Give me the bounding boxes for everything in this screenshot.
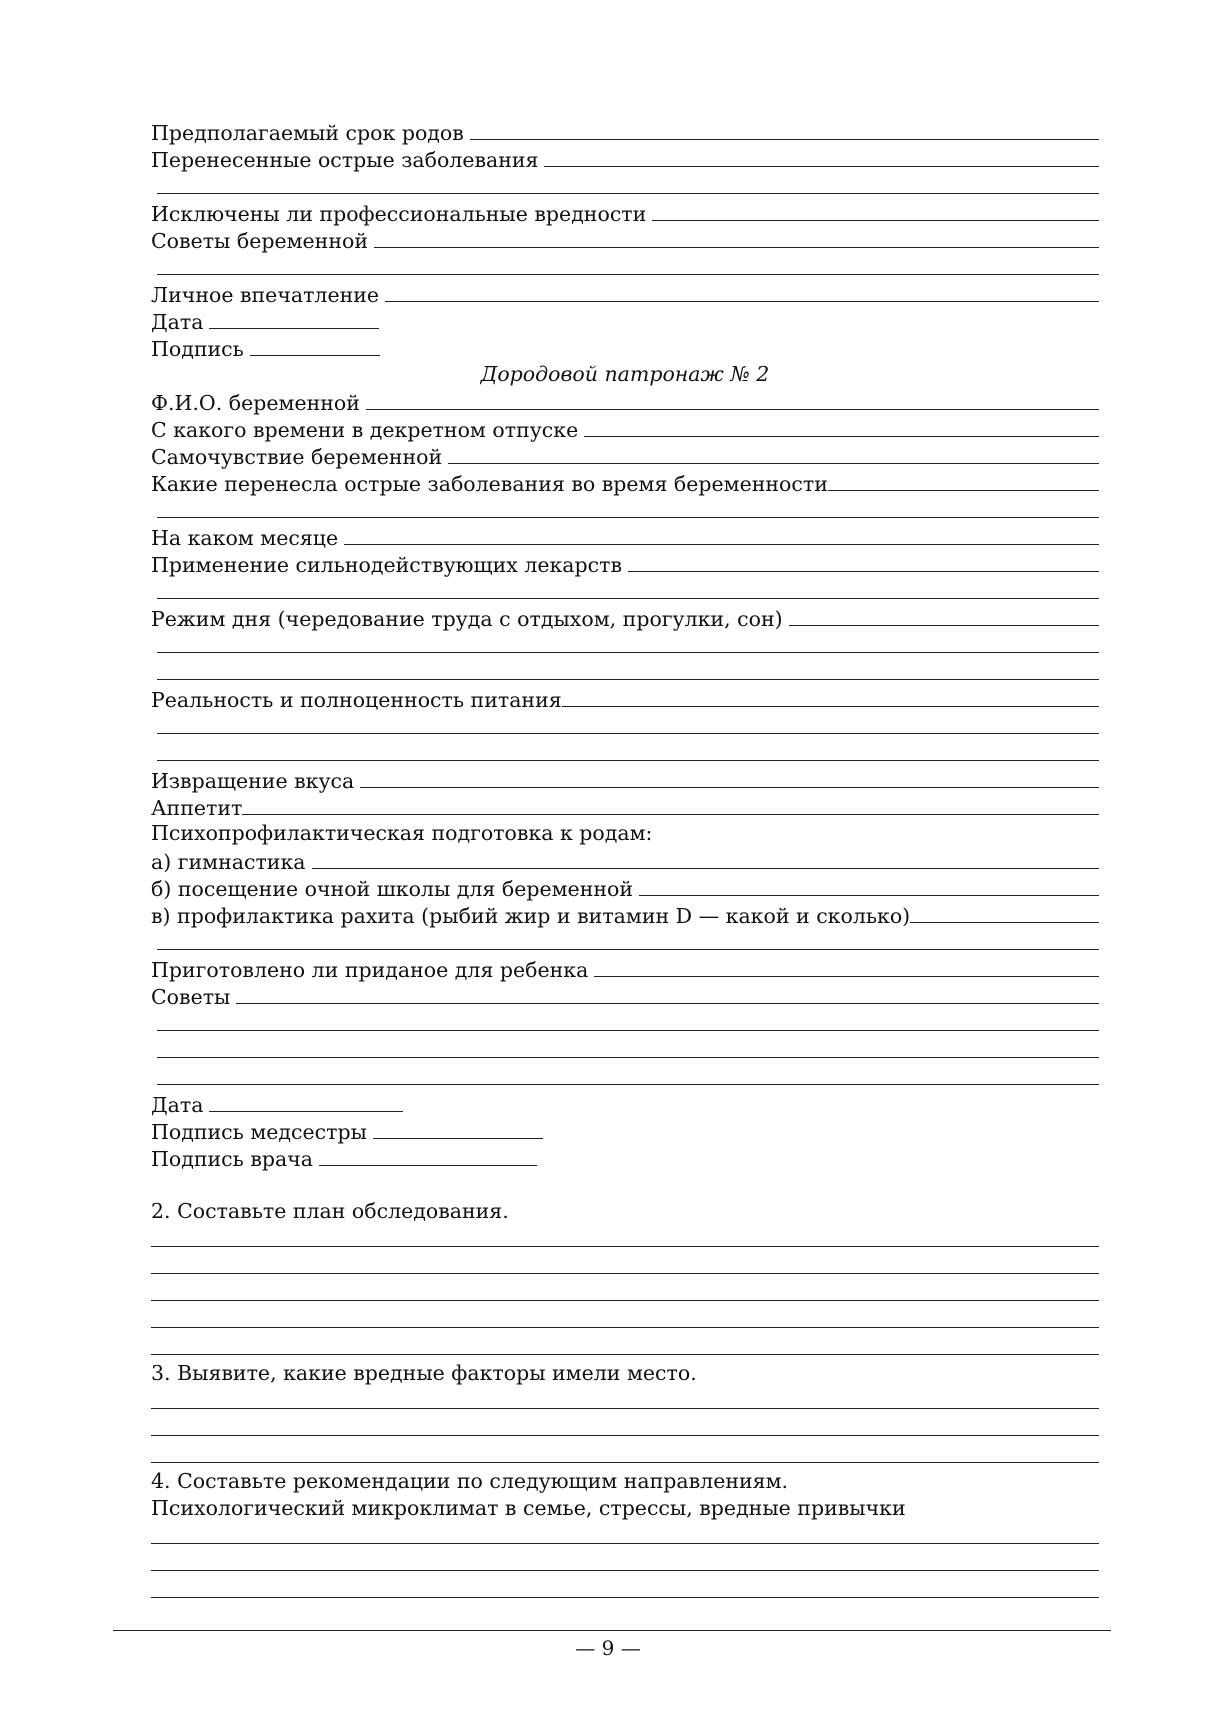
regime-field[interactable] (789, 625, 1099, 626)
row-dowry (151, 955, 1099, 982)
row-signature-1 (151, 334, 1099, 361)
drugs-label: Применение сильнодействующих лекарств (151, 553, 623, 577)
doctor-signature-label: Подпись врача (151, 1147, 313, 1171)
appetite-label: Аппетит (151, 796, 243, 820)
advice2-extra-line-3[interactable] (151, 1063, 1099, 1090)
footer-divider (113, 1630, 1111, 1631)
taste-label: Извращение вкуса (151, 769, 355, 793)
nutrition-extra-line-2[interactable] (151, 739, 1099, 766)
appetite-field[interactable] (242, 814, 1099, 815)
form-content (151, 118, 1099, 1603)
past-illness-field[interactable] (544, 166, 1099, 167)
illness-pregnancy-field[interactable] (828, 490, 1099, 491)
task4-line-3[interactable] (151, 1576, 1099, 1603)
fio-field[interactable] (366, 409, 1099, 410)
dowry-field[interactable] (594, 976, 1099, 977)
date-label-1: Дата (151, 310, 204, 334)
row-gymnastics (151, 847, 1099, 874)
date-field-1[interactable] (209, 328, 379, 329)
illness-pregnancy-label: Какие перенесла острые заболевания во время беременности (151, 472, 828, 496)
row-school (151, 874, 1099, 901)
past-illness-label: Перенесенные острые заболевания (151, 148, 539, 172)
illness-pregnancy-extra-line[interactable] (151, 496, 1099, 523)
task4-line-1[interactable] (151, 1522, 1099, 1549)
page-number: — 9 — (575, 1636, 641, 1660)
section-title: Дородовой патронаж № 2 (480, 362, 770, 386)
advice-label-2: Советы (151, 985, 231, 1009)
hazards-label: Исключены ли профессиональные вредности (151, 202, 647, 226)
row-illness-pregnancy (151, 469, 1099, 496)
task-3-text: 3. Выявите, какие вредные факторы имели место. (151, 1361, 697, 1385)
row-impression (151, 280, 1099, 307)
nutrition-label: Реальность и полноценность питания (151, 688, 562, 712)
task2-line-3[interactable] (151, 1279, 1099, 1306)
row-regime (151, 604, 1099, 631)
nutrition-extra-line-1[interactable] (151, 712, 1099, 739)
row-drugs (151, 550, 1099, 577)
taste-field[interactable] (360, 787, 1099, 788)
month-field[interactable] (344, 544, 1099, 545)
school-label: б) посещение очной школы для беременной (151, 877, 634, 901)
leave-field[interactable] (584, 436, 1099, 437)
gymnastics-label: а) гимнастика (151, 850, 306, 874)
nutrition-field[interactable] (562, 706, 1099, 707)
rickets-extra-line[interactable] (151, 928, 1099, 955)
row-nurse-signature (151, 1117, 1099, 1144)
task4-line-2[interactable] (151, 1549, 1099, 1576)
row-month (151, 523, 1099, 550)
impression-field[interactable] (385, 301, 1099, 302)
task3-line-3[interactable] (151, 1441, 1099, 1468)
date-label-2: Дата (151, 1093, 204, 1117)
hazards-field[interactable] (652, 220, 1099, 221)
row-advice-2 (151, 982, 1099, 1009)
task2-line-2[interactable] (151, 1252, 1099, 1279)
psycho-prep-label: Психопрофилактическая подготовка к родам: (151, 821, 653, 845)
impression-label: Личное впечатление (151, 283, 380, 307)
row-leave (151, 415, 1099, 442)
rickets-field[interactable] (910, 922, 1099, 923)
advice2-extra-line-2[interactable] (151, 1036, 1099, 1063)
due-date-field[interactable] (470, 139, 1099, 140)
row-rickets (151, 901, 1099, 928)
regime-label: Режим дня (чередование труда с отдыхом, прогулки, сон) (151, 607, 783, 631)
date-field-2[interactable] (209, 1111, 403, 1112)
school-field[interactable] (639, 895, 1099, 896)
task-2-text: 2. Составьте план обследования. (151, 1199, 509, 1223)
advice-label: Советы беременной (151, 229, 369, 253)
row-date-2 (151, 1090, 1099, 1117)
advice2-extra-line-1[interactable] (151, 1009, 1099, 1036)
wellbeing-label: Самочувствие беременной (151, 445, 443, 469)
fio-label: Ф.И.О. беременной (151, 391, 360, 415)
drugs-field[interactable] (628, 571, 1099, 572)
signature-field-1[interactable] (250, 355, 380, 356)
row-appetite (151, 793, 1099, 820)
task2-line-5[interactable] (151, 1333, 1099, 1360)
past-illness-extra-line[interactable] (151, 172, 1099, 199)
due-date-label: Предполагаемый срок родов (151, 121, 464, 145)
row-past-illness (151, 145, 1099, 172)
task-4-text: 4. Составьте рекомендации по следующим направлениям. (151, 1469, 789, 1493)
dowry-label: Приготовлено ли приданое для ребенка (151, 958, 589, 982)
advice-field[interactable] (374, 247, 1099, 248)
doctor-signature-field[interactable] (319, 1165, 537, 1166)
row-nutrition (151, 685, 1099, 712)
wellbeing-field[interactable] (448, 463, 1099, 464)
rickets-label: в) профилактика рахита (рыбий жир и витамин D — какой и сколько) (151, 904, 911, 928)
month-label: На каком месяце (151, 526, 339, 550)
regime-extra-line-1[interactable] (151, 631, 1099, 658)
gymnastics-field[interactable] (312, 868, 1100, 869)
row-hazards (151, 199, 1099, 226)
row-doctor-signature (151, 1144, 1099, 1171)
task2-line-4[interactable] (151, 1306, 1099, 1333)
drugs-extra-line[interactable] (151, 577, 1099, 604)
task-4-subtitle: Психологический микроклимат в семье, стрессы, вредные привычки (151, 1496, 906, 1520)
row-advice (151, 226, 1099, 253)
task2-line-1[interactable] (151, 1225, 1099, 1252)
row-date-1 (151, 307, 1099, 334)
row-wellbeing (151, 442, 1099, 469)
task3-line-2[interactable] (151, 1414, 1099, 1441)
row-taste (151, 766, 1099, 793)
regime-extra-line-2[interactable] (151, 658, 1099, 685)
signature-label-1: Подпись (151, 337, 244, 361)
nurse-signature-label: Подпись медсестры (151, 1120, 367, 1144)
row-fio (151, 388, 1099, 415)
advice-extra-line[interactable] (151, 253, 1099, 280)
leave-label: С какого времени в декретном отпуске (151, 418, 579, 442)
task3-line-1[interactable] (151, 1387, 1099, 1414)
advice-field-2[interactable] (236, 1003, 1099, 1004)
nurse-signature-field[interactable] (373, 1138, 543, 1139)
row-due-date (151, 118, 1099, 145)
